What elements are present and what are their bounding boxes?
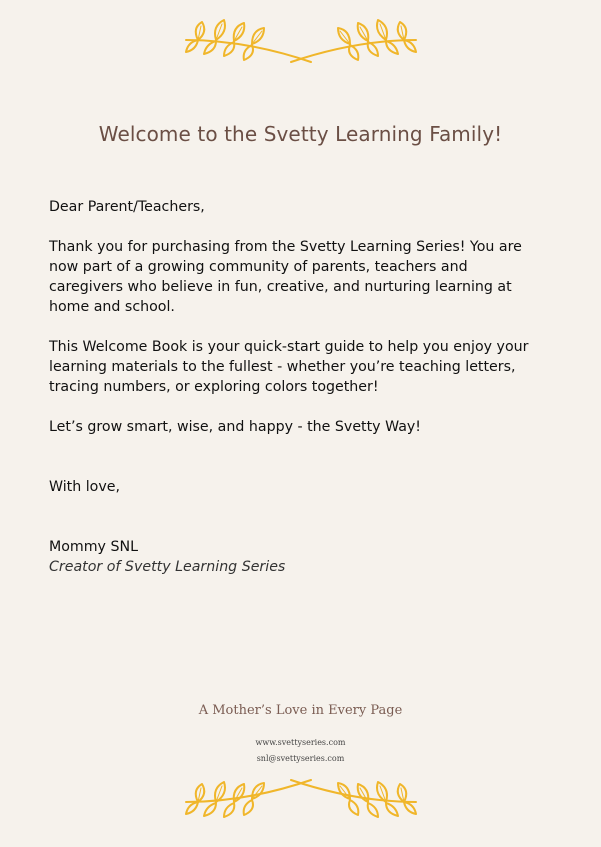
welcome-letter [49, 197, 529, 577]
signer-name: Mommy SNL [49, 539, 138, 555]
footer-tagline: A Mother’s Love in Every Page [198, 703, 403, 718]
laurel-top-ornament-icon [176, 10, 426, 70]
letter-greeting: Dear Parent/Teachers, [49, 199, 205, 215]
signer-role: Creator of Svetty Learning Series [49, 559, 286, 575]
page-title: Welcome to the Svetty Learning Family! [98, 122, 503, 146]
letter-paragraph-3: Let’s grow smart, wise, and happy - the Svetty Way! [49, 419, 421, 435]
spacer [49, 457, 529, 477]
laurel-bottom-ornament-icon [176, 772, 426, 832]
letter-paragraph-1: Thank you for purchasing from the Svetty Learning Series! You are now part of a growing community of parents, teachers and caregivers who believe in fun, creative, and nurturing learning at home and school. [49, 239, 522, 315]
footer-email: snl@svettyseries.com [256, 754, 345, 763]
letter-closing: With love, [49, 479, 120, 495]
letter-paragraph-2: This Welcome Book is your quick-start guide to help you enjoy your learning materials to the fullest - whether you’re teaching letters, tracing numbers, or exploring colors together! [49, 339, 529, 395]
spacer [49, 497, 529, 537]
footer-website: www.svettyseries.com [255, 738, 346, 747]
